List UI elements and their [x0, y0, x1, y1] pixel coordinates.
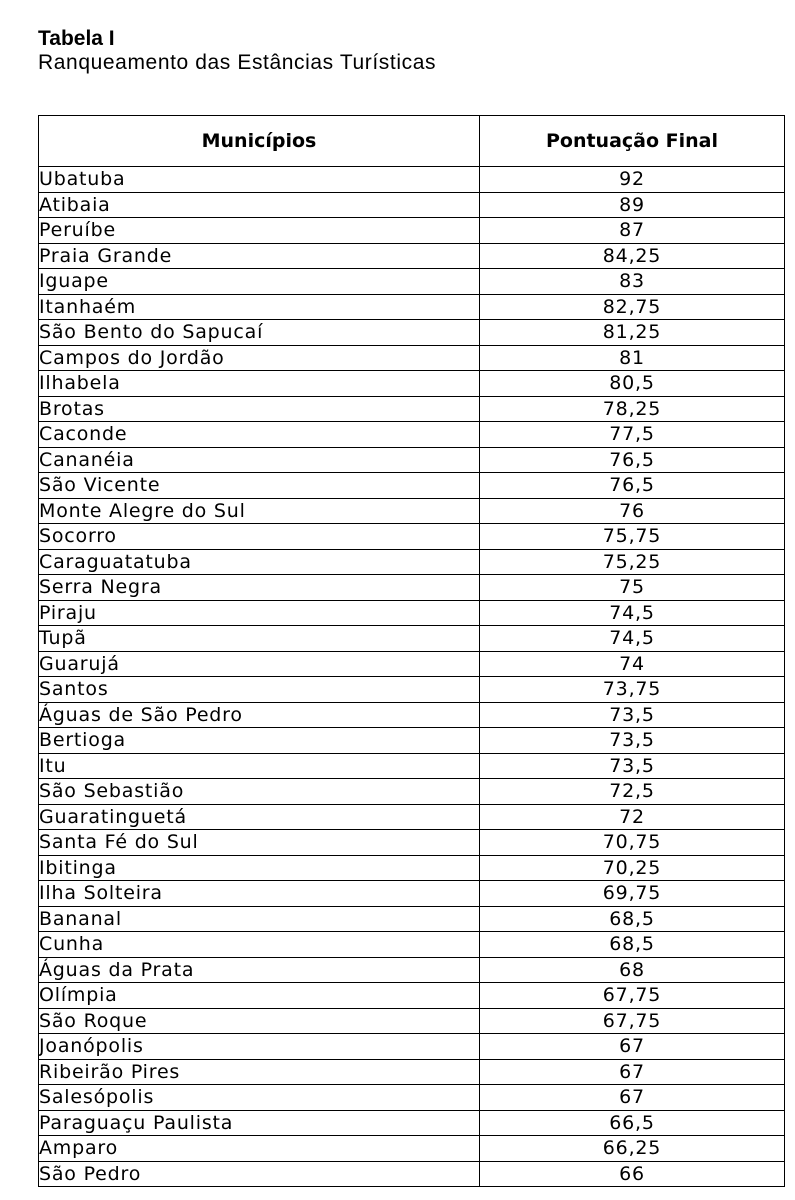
table-row	[39, 830, 785, 856]
table-row	[39, 651, 785, 677]
pontuacao-cell: 78,25	[480, 396, 785, 422]
table-row	[39, 294, 785, 320]
municipio-cell: Joanópolis	[39, 1034, 480, 1060]
municipio-cell: São Roque	[39, 1008, 480, 1034]
municipio-cell: Cananéia	[39, 447, 480, 473]
pontuacao-cell: 66,25	[480, 1136, 785, 1162]
municipio-cell: Ibitinga	[39, 855, 480, 881]
table-row	[39, 1008, 785, 1034]
municipio-cell: São Sebastião	[39, 779, 480, 805]
pontuacao-cell: 77,5	[480, 422, 785, 448]
municipio-cell: Ubatuba	[39, 167, 480, 193]
table-row	[39, 1059, 785, 1085]
municipio-cell: Peruíbe	[39, 218, 480, 244]
table-row	[39, 983, 785, 1009]
table-row	[39, 218, 785, 244]
municipio-cell: Monte Alegre do Sul	[39, 498, 480, 524]
pontuacao-cell: 73,5	[480, 702, 785, 728]
table-subtitle: Ranqueamento das Estâncias Turísticas	[38, 51, 437, 74]
municipio-cell: Águas da Prata	[39, 957, 480, 983]
municipio-cell: Socorro	[39, 524, 480, 550]
municipio-cell: São Vicente	[39, 473, 480, 499]
table-row	[39, 1136, 785, 1162]
pontuacao-cell: 74,5	[480, 600, 785, 626]
municipio-cell: Brotas	[39, 396, 480, 422]
pontuacao-cell: 87	[480, 218, 785, 244]
pontuacao-cell: 73,75	[480, 677, 785, 703]
pontuacao-cell: 73,5	[480, 728, 785, 754]
pontuacao-cell: 80,5	[480, 371, 785, 397]
table-row	[39, 575, 785, 601]
municipio-cell: Iguape	[39, 269, 480, 295]
pontuacao-cell: 68,5	[480, 932, 785, 958]
municipio-cell: Itanhaém	[39, 294, 480, 320]
municipio-cell: Bananal	[39, 906, 480, 932]
municipio-cell: Guaratinguetá	[39, 804, 480, 830]
table-row	[39, 524, 785, 550]
table-row	[39, 447, 785, 473]
title-block	[38, 27, 436, 75]
municipio-cell: Piraju	[39, 600, 480, 626]
table-row	[39, 855, 785, 881]
table-row	[39, 906, 785, 932]
pontuacao-cell: 68,5	[480, 906, 785, 932]
table-row	[39, 804, 785, 830]
pontuacao-cell: 83	[480, 269, 785, 295]
pontuacao-cell: 67,75	[480, 983, 785, 1009]
pontuacao-cell: 76,5	[480, 473, 785, 499]
table-row	[39, 243, 785, 269]
municipio-cell: Santos	[39, 677, 480, 703]
municipio-cell: Bertioga	[39, 728, 480, 754]
table-row	[39, 192, 785, 218]
table-row	[39, 422, 785, 448]
municipio-cell: Salesópolis	[39, 1085, 480, 1111]
pontuacao-cell: 76	[480, 498, 785, 524]
pontuacao-cell: 70,25	[480, 855, 785, 881]
header-municipios: Municípios	[39, 116, 480, 167]
table-row	[39, 779, 785, 805]
pontuacao-cell: 75,25	[480, 549, 785, 575]
municipio-cell: São Pedro	[39, 1161, 480, 1187]
pontuacao-cell: 75	[480, 575, 785, 601]
pontuacao-cell: 72,5	[480, 779, 785, 805]
pontuacao-cell: 67	[480, 1059, 785, 1085]
table-row	[39, 320, 785, 346]
municipio-cell: Itu	[39, 753, 480, 779]
municipio-cell: Olímpia	[39, 983, 480, 1009]
pontuacao-cell: 67,75	[480, 1008, 785, 1034]
pontuacao-cell: 81	[480, 345, 785, 371]
pontuacao-cell: 73,5	[480, 753, 785, 779]
pontuacao-cell: 70,75	[480, 830, 785, 856]
table-row	[39, 167, 785, 193]
header-pontuacao-final: Pontuação Final	[480, 116, 785, 167]
pontuacao-cell: 82,75	[480, 294, 785, 320]
pontuacao-cell: 67	[480, 1085, 785, 1111]
table-row	[39, 473, 785, 499]
pontuacao-cell: 74	[480, 651, 785, 677]
municipio-cell: São Bento do Sapucaí	[39, 320, 480, 346]
table-row	[39, 396, 785, 422]
table-row	[39, 345, 785, 371]
table-row	[39, 269, 785, 295]
table-row	[39, 1110, 785, 1136]
pontuacao-cell: 67	[480, 1034, 785, 1060]
ranking-table	[38, 115, 785, 1187]
municipio-cell: Tupã	[39, 626, 480, 652]
municipio-cell: Caconde	[39, 422, 480, 448]
table-row	[39, 498, 785, 524]
municipio-cell: Caraguatatuba	[39, 549, 480, 575]
pontuacao-cell: 92	[480, 167, 785, 193]
pontuacao-cell: 66	[480, 1161, 785, 1187]
pontuacao-cell: 76,5	[480, 447, 785, 473]
table-row	[39, 549, 785, 575]
table-title: Tabela I	[38, 27, 115, 50]
pontuacao-cell: 72	[480, 804, 785, 830]
pontuacao-cell: 89	[480, 192, 785, 218]
municipio-cell: Atibaia	[39, 192, 480, 218]
municipio-cell: Águas de São Pedro	[39, 702, 480, 728]
table-row	[39, 728, 785, 754]
municipio-cell: Cunha	[39, 932, 480, 958]
table-row	[39, 932, 785, 958]
table-row	[39, 1085, 785, 1111]
pontuacao-cell: 68	[480, 957, 785, 983]
header-row	[39, 116, 785, 167]
municipio-cell: Praia Grande	[39, 243, 480, 269]
pontuacao-cell: 75,75	[480, 524, 785, 550]
municipio-cell: Serra Negra	[39, 575, 480, 601]
municipio-cell: Santa Fé do Sul	[39, 830, 480, 856]
pontuacao-cell: 66,5	[480, 1110, 785, 1136]
municipio-cell: Ribeirão Pires	[39, 1059, 480, 1085]
municipio-cell: Campos do Jordão	[39, 345, 480, 371]
municipio-cell: Guarujá	[39, 651, 480, 677]
table-row	[39, 881, 785, 907]
pontuacao-cell: 69,75	[480, 881, 785, 907]
municipio-cell: Amparo	[39, 1136, 480, 1162]
pontuacao-cell: 84,25	[480, 243, 785, 269]
table-row	[39, 702, 785, 728]
municipio-cell: Paraguaçu Paulista	[39, 1110, 480, 1136]
table-row	[39, 677, 785, 703]
table-row	[39, 371, 785, 397]
table-row	[39, 1034, 785, 1060]
municipio-cell: Ilhabela	[39, 371, 480, 397]
table-row	[39, 753, 785, 779]
table-row	[39, 957, 785, 983]
table-body	[39, 167, 785, 1187]
table-row	[39, 1161, 785, 1187]
table-row	[39, 626, 785, 652]
municipio-cell: Ilha Solteira	[39, 881, 480, 907]
pontuacao-cell: 74,5	[480, 626, 785, 652]
pontuacao-cell: 81,25	[480, 320, 785, 346]
table-row	[39, 600, 785, 626]
